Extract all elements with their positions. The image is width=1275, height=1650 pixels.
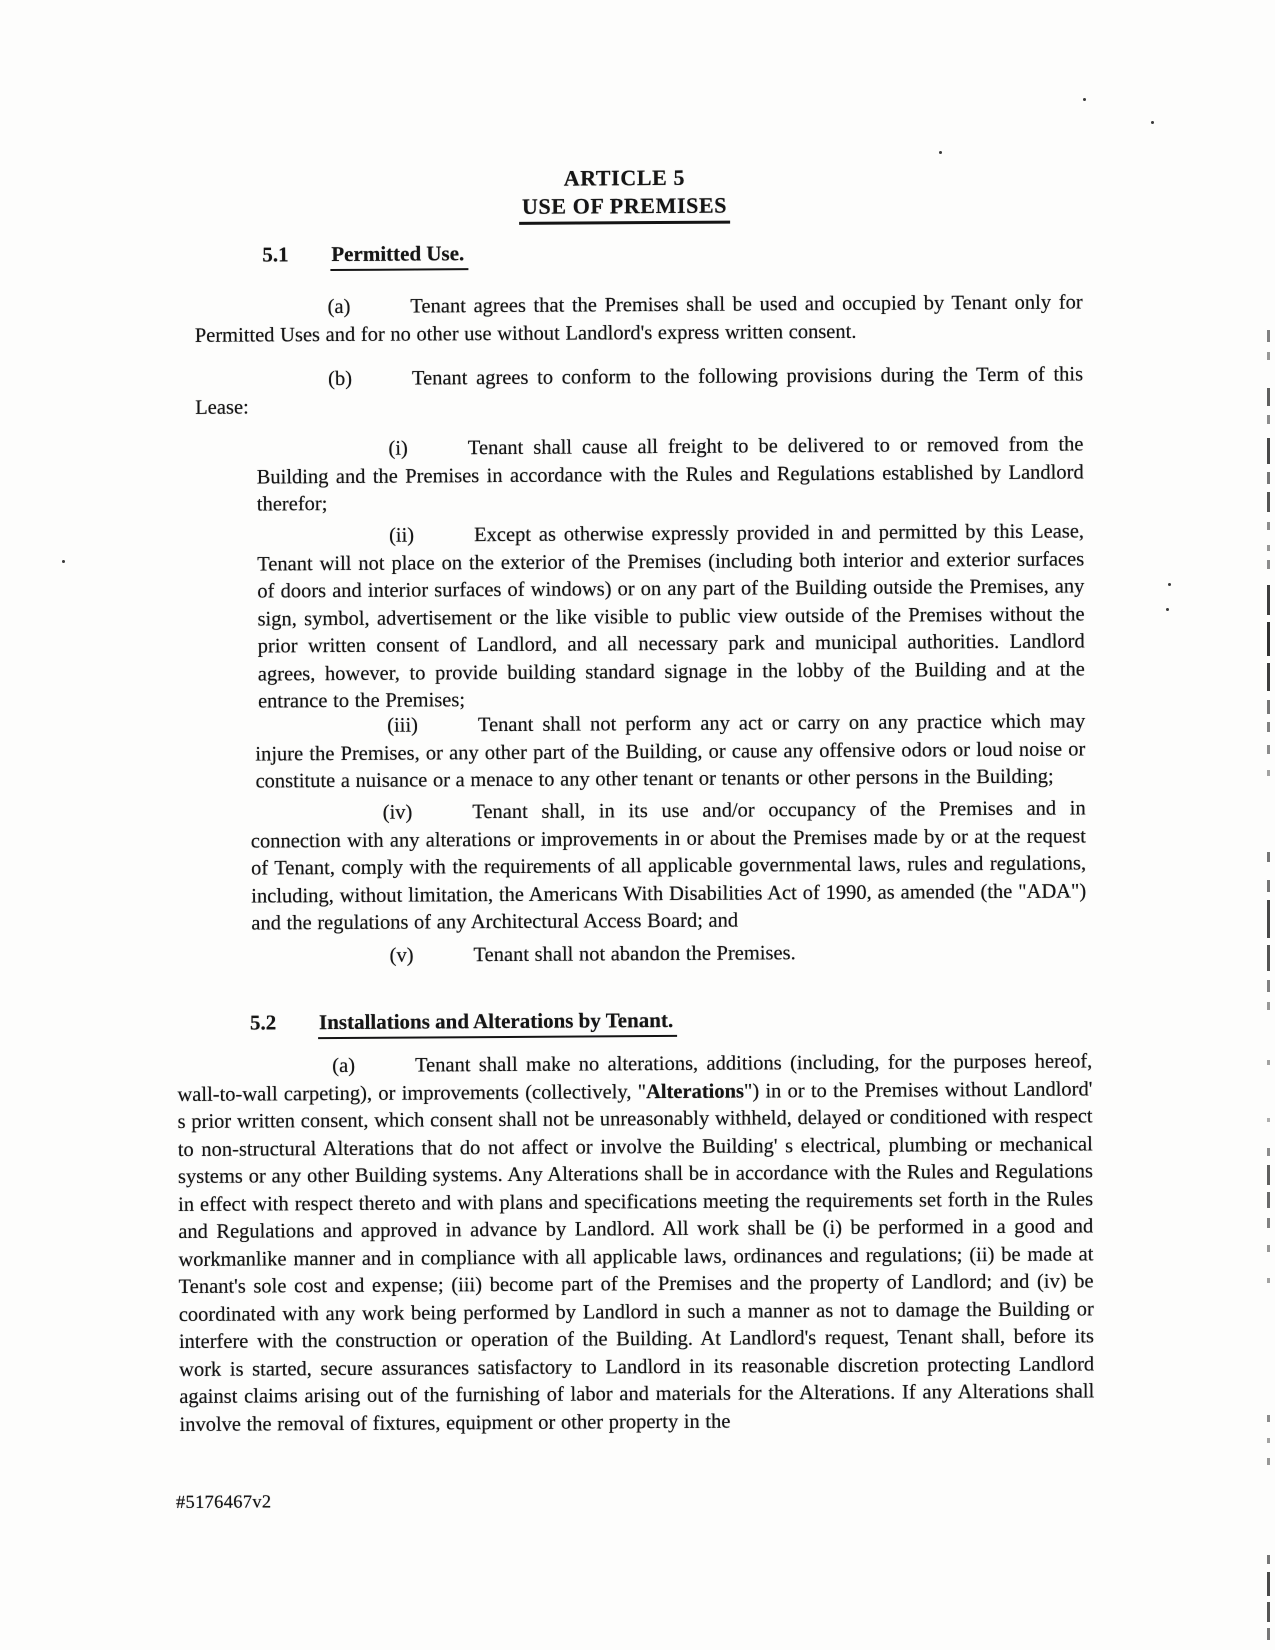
subitem-5-1-b-v [258, 938, 1087, 971]
paragraph-5-1-a [195, 289, 1083, 349]
section-5-1-number: 5.1 [262, 242, 289, 267]
subitem-text: Tenant shall not perform any act or carry on any practice which may injure the Premises, or any other part of the Building, or cause any offensive odors or loud noise or constitute a nuisance or a menace to any other tenant or tenants or other persons in the Building; [255, 710, 1086, 793]
subitem-5-1-b-iv [251, 795, 1087, 938]
section-5-2-number: 5.2 [249, 1010, 277, 1035]
section-5-1-heading [262, 239, 468, 271]
section-5-2-title: Installations and Alterations by Tenant. [318, 1006, 677, 1039]
subitem-5-1-b-ii [257, 518, 1085, 716]
document-reference-number: #5176467v2 [175, 1492, 272, 1513]
paragraph-label: (b) [328, 367, 353, 391]
subitem-text: Tenant shall, in its use and/or occupancy of the Premises and in connection with any alterations or improvements in or about the Premises made by or at the request of Tenant, comply with the requirements of all applicable governmental laws, rules and regulations, including, without limitation, the Americans With Disabilities Act of 1990, as amended (the "ADA") and the regulations of any Architectural Access Board; and [250, 797, 1087, 935]
subitem-label: (iv) [382, 801, 413, 824]
subitem-label: (iii) [387, 714, 419, 737]
paragraph-text-after-bold: ") in or to the Premises without Landlord' s prior written consent, which consent shall not be unreasonably withheld, delayed or conditioned with respect to non-structural Alterations that do not affect or involve the Building' s electrical, plumbing or mechanical systems or any other Building systems. Any Alterations shall be in accordance with the Rules and Regulations in effect with respect thereto and with plans and specifications meeting the requirements set forth in the Rules and Regulations and approved in advance by Landlord. All work shall be (i) be performed in a good and workmanlike manner and in compliance with all applicable laws, ordinances and regulations; (ii) be made at Tenant's sole cost and expense; (iii) become part of the Premises and the property of Landlord; and (iv) be coordinated with any work being performed by Landlord in such a manner as not to damage the Building or interfere with the construction or operation of the Building. At Landlord's request, Tenant shall, before its work is started, secure assurances satisfactory to Landlord in its reasonable discretion protecting Landlord against claims arising out of the furnishing of labor and materials for the Alterations. If any Alterations shall involve the removal of fixtures, equipment or other property in the [177, 1077, 1095, 1436]
paragraph-text: Tenant agrees to conform to the following provisions during the Term of this Lease: [195, 363, 1084, 419]
subitem-5-1-b-iii [255, 708, 1085, 796]
article-title-heading: USE OF PREMISES [519, 192, 730, 225]
section-5-1-title: Permitted Use. [330, 239, 468, 271]
defined-term-alterations: Alterations [645, 1080, 745, 1103]
paragraph-text: Tenant agrees that the Premises shall be used and occupied by Tenant only for Permitted Uses and for no other use without Landlord's express written consent. [194, 291, 1083, 347]
subitem-text: Except as otherwise expressly provided in and permitted by this Lease, Tenant will not place on the exterior of the Premises (including both interior and exterior surfaces of doors and interior surfaces of windows) or on any part of the Building outside the Premises, any sign, symbol, advertisement or the like visible to public view outside of the Premises without the prior written consent of Landlord, and all necessary park and municipal authorities. Landlord agrees, however, to provide building standard signage in the lobby of the Building and at the entrance to the Premises; [257, 520, 1085, 713]
paragraph-5-2-a [177, 1048, 1094, 1439]
article-number-heading: ARTICLE 5 [563, 164, 686, 191]
paragraph-label: (a) [327, 295, 351, 319]
subitem-text: Tenant shall not abandon the Premises. [473, 942, 796, 967]
article-heading-block [167, 161, 1082, 227]
paragraph-label: (a) [332, 1054, 356, 1078]
subitem-text: Tenant shall cause all freight to be delivered to or removed from the Building and the Premises in accordance with the Rules and Regulations established by Landlord therefor; [256, 433, 1084, 516]
subitem-5-1-b-i [256, 431, 1083, 519]
subitem-label: (i) [388, 437, 408, 460]
paragraph-text-before-bold: Tenant shall make no alterations, additions (including, for the purposes hereof, wall-to-wall carpeting), or improvements (collectively, " [177, 1050, 1093, 1106]
subitem-label: (ii) [388, 524, 415, 547]
paragraph-5-1-b [195, 361, 1083, 421]
subitem-label: (v) [389, 944, 414, 967]
section-5-2-heading [250, 1006, 677, 1040]
